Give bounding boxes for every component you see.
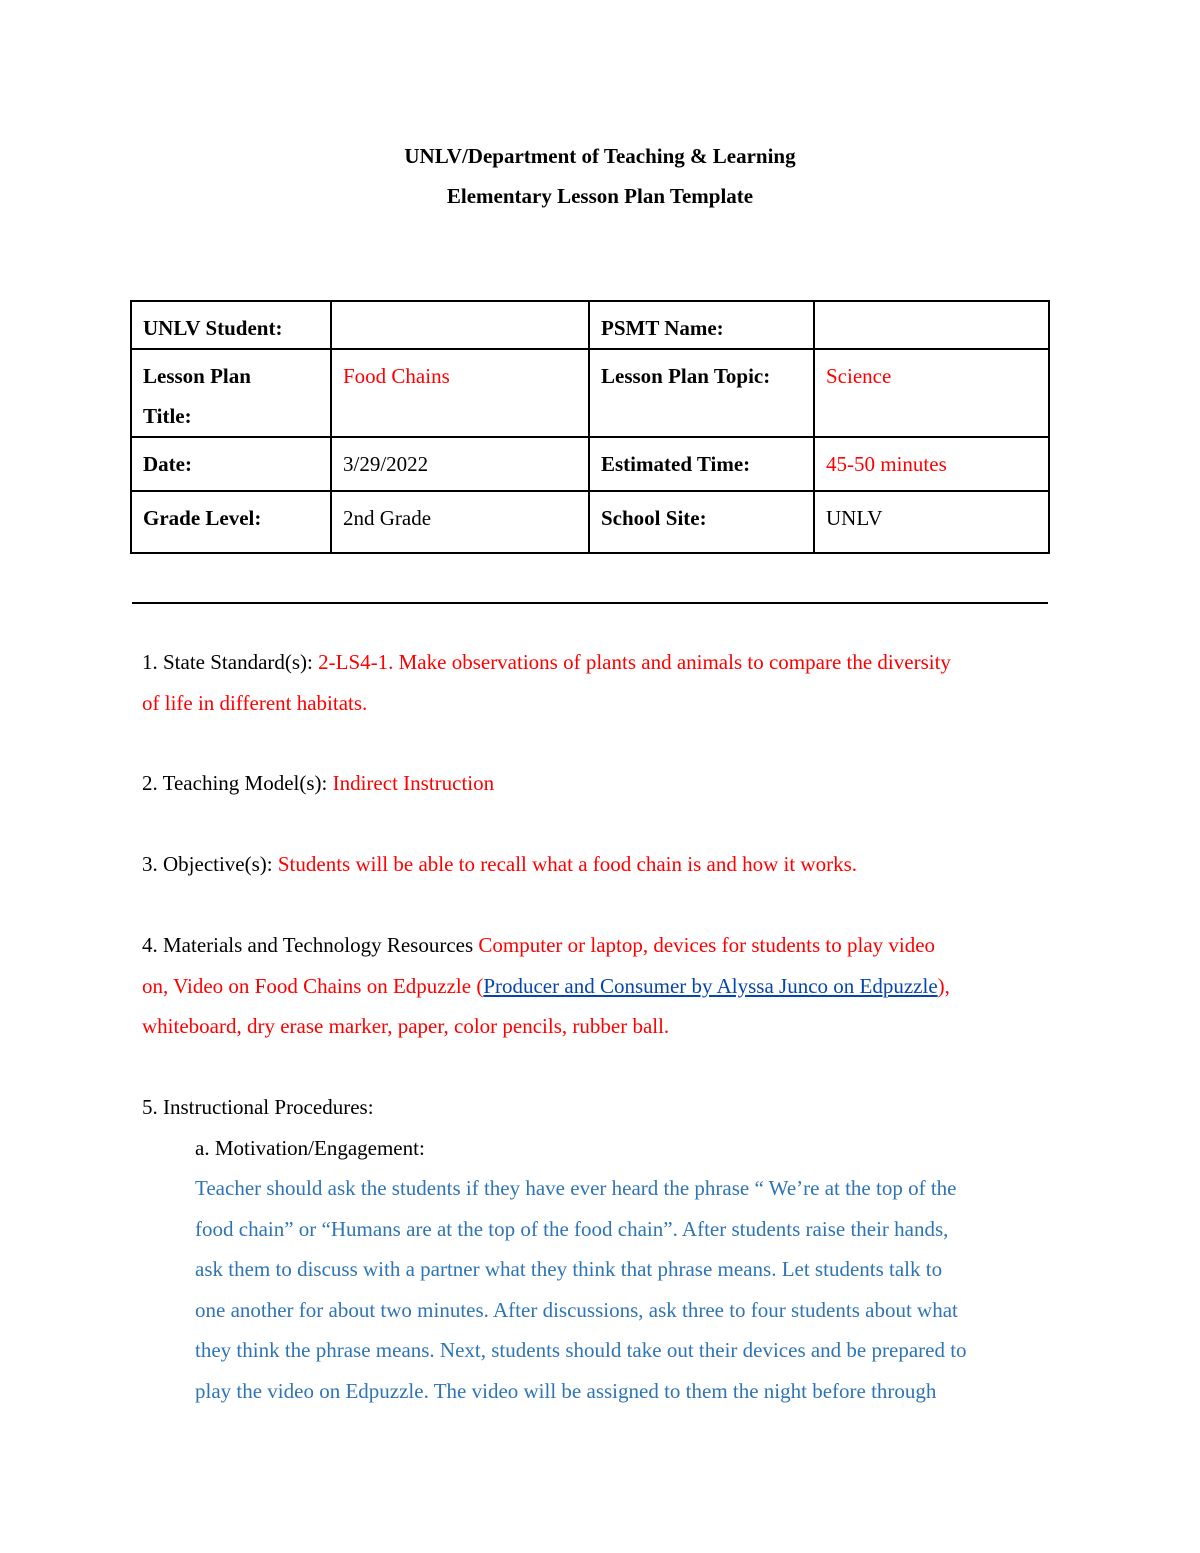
paragraph-line: one another for about two minutes. After discussions, ask three to four students about what (195, 1297, 958, 1322)
teaching-models-label: 2. Teaching Model(s): (142, 771, 333, 795)
objectives-label: 3. Objective(s): (142, 852, 278, 876)
table-row (131, 437, 1049, 491)
state-standards-label: 1. State Standard(s): (142, 650, 319, 674)
teaching-models-section (142, 763, 1062, 804)
paragraph-line: Teacher should ask the students if they have ever heard the phrase “ We’re at the top of the (195, 1176, 957, 1200)
unlv-student-label: UNLV Student: (131, 301, 331, 349)
paragraph-line: they think the phrase means. Next, students should take out their devices and be prepared to (195, 1338, 967, 1362)
state-standards-value-line2: of life in different habitats. (142, 690, 368, 715)
lesson-plan-title-label-line2: Title: (143, 404, 192, 428)
state-standards-section (142, 642, 1062, 723)
materials-value-line2-post: ), (937, 973, 950, 998)
materials-value-line1: Computer or laptop, devices for students to play video (478, 933, 936, 957)
lesson-plan-title-label (131, 349, 331, 437)
edpuzzle-video-link[interactable]: Producer and Consumer by Alyssa Junco on Edpuzzle (483, 973, 938, 998)
estimated-time-value: 45-50 minutes (814, 437, 1049, 491)
table-row (131, 491, 1049, 553)
lesson-plan-topic-value: Science (814, 349, 1049, 437)
horizontal-divider (132, 602, 1048, 604)
paragraph-line: ask them to discuss with a partner what they think that phrase means. Let students talk to (195, 1257, 943, 1281)
instructional-procedures-heading: 5. Instructional Procedures: (142, 1095, 374, 1119)
table-row (131, 349, 1049, 437)
motivation-engagement-paragraph (195, 1168, 1075, 1411)
materials-section (142, 925, 1062, 1047)
school-site-label: School Site: (589, 491, 814, 553)
paragraph-line: play the video on Edpuzzle. The video will be assigned to them the night before through (195, 1378, 937, 1403)
unlv-student-value (331, 301, 589, 349)
estimated-time-label: Estimated Time: (589, 437, 814, 491)
lesson-plan-topic-label: Lesson Plan Topic: (589, 349, 814, 437)
objectives-value: Students will be able to recall what a food chain is and how it works. (277, 852, 857, 876)
template-title: Elementary Lesson Plan Template (446, 184, 754, 208)
date-label: Date: (131, 437, 331, 491)
paragraph-line: food chain” or “Humans are at the top of the food chain”. After students raise their hands, (195, 1216, 949, 1241)
lesson-info-table (130, 300, 1050, 554)
state-standards-value-line1: 2-LS4-1. Make observations of plants and animals to compare the diversity (318, 650, 951, 674)
date-value: 3/29/2022 (331, 437, 589, 491)
table-row (131, 301, 1049, 349)
grade-level-value: 2nd Grade (331, 491, 589, 553)
motivation-engagement-heading: a. Motivation/Engagement: (195, 1136, 425, 1160)
materials-value-line3: whiteboard, dry erase marker, paper, color pencils, rubber ball. (142, 1014, 670, 1038)
grade-level-label: Grade Level: (131, 491, 331, 553)
psmt-name-label: PSMT Name: (589, 301, 814, 349)
school-site-value: UNLV (814, 491, 1049, 553)
teaching-models-value: Indirect Instruction (332, 771, 495, 795)
objectives-section (142, 844, 1062, 885)
materials-value-line2-pre: on, Video on Food Chains on Edpuzzle ( (142, 973, 484, 998)
psmt-name-value (814, 301, 1049, 349)
materials-label: 4. Materials and Technology Resources (142, 933, 479, 957)
lesson-plan-title-value: Food Chains (331, 349, 589, 437)
department-heading: UNLV/Department of Teaching & Learning (404, 144, 796, 168)
lesson-plan-title-label-line1: Lesson Plan (143, 364, 251, 388)
